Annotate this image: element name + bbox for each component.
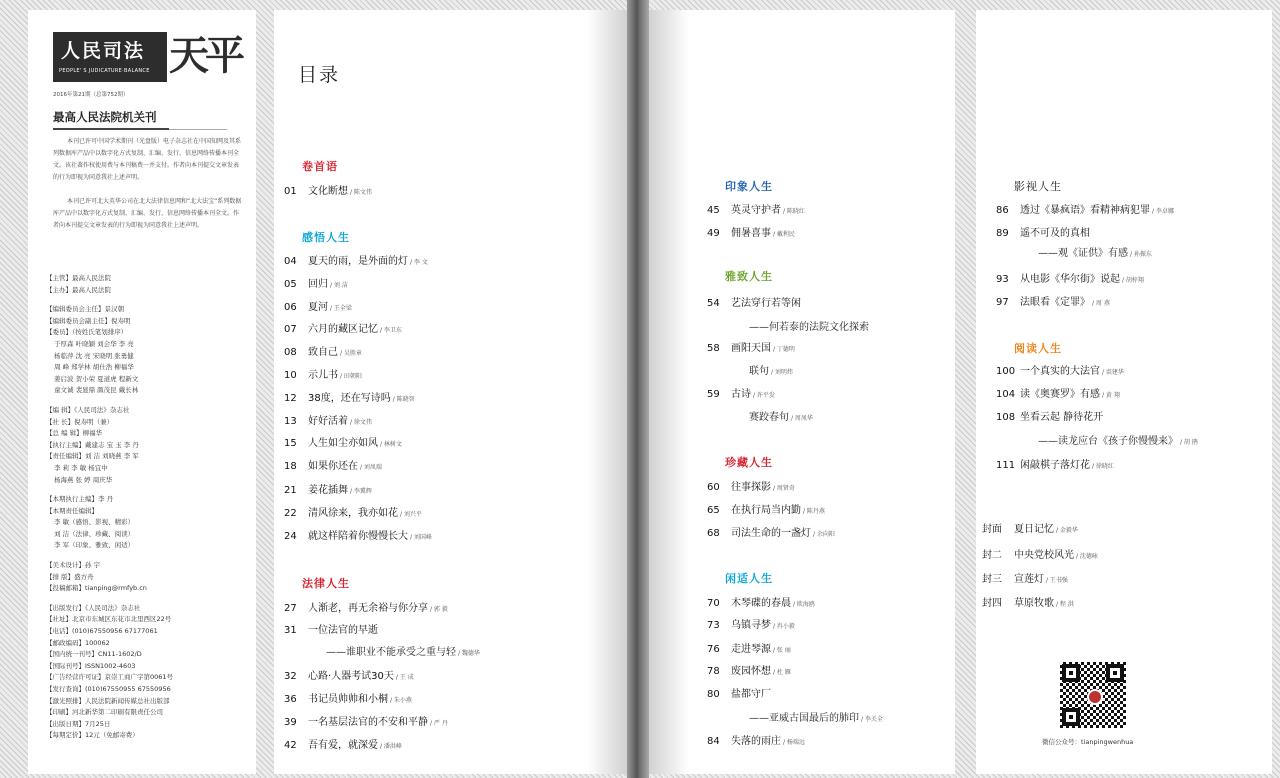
- toc-entry[interactable]: [707, 598, 815, 611]
- info-gap: [46, 552, 251, 560]
- article-title: ——亚威古国最后的肺印: [749, 713, 859, 724]
- info-line: 【国际刊号】ISSN1002-4603: [46, 661, 136, 670]
- toc-entry[interactable]: [707, 366, 793, 379]
- toc-entry[interactable]: [284, 186, 372, 199]
- info-line: 【国内统一刊号】CN11-1602/D: [46, 650, 142, 659]
- magazine-logo: [53, 32, 241, 82]
- info-line: 【美术设计】孙 宇: [46, 561, 101, 570]
- toc-entry[interactable]: [284, 461, 382, 474]
- toc-entry[interactable]: [284, 508, 422, 521]
- article-title: 画阳天国: [731, 343, 771, 354]
- article-title: 清风徐来，我亦如花: [308, 508, 398, 519]
- article-author: / 郭 毅: [430, 606, 448, 613]
- page-number: 78: [707, 666, 720, 677]
- info-line: 【发行查询】(010)67550955 67550956: [46, 685, 171, 693]
- toc-entry[interactable]: [707, 482, 795, 495]
- page-number: 39: [284, 717, 297, 728]
- qr-eye-top-left: [1062, 664, 1080, 682]
- article-title: ——读龙应台《孩子你慢慢来》: [1038, 436, 1178, 447]
- article-author: / 胡梓翔: [1122, 277, 1144, 284]
- page-number: 97: [996, 297, 1009, 308]
- page-number: 27: [284, 603, 297, 614]
- toc-page-middle: [649, 10, 955, 774]
- info-line: 【总 编 辑】柳福华: [46, 429, 103, 438]
- article-title: 法眼看《定罪》: [1020, 297, 1090, 308]
- info-line: 【委员】（按姓氏笔划排序）: [46, 328, 128, 337]
- article-title: 盐都守厂: [731, 689, 771, 700]
- page-number: 42: [284, 740, 297, 751]
- info-gap: [46, 296, 251, 304]
- toc-entry[interactable]: [284, 694, 412, 707]
- page-number: 93: [996, 274, 1009, 285]
- article-author: / 冉小毅: [773, 623, 795, 630]
- article-author: / 胡 鹃: [1180, 439, 1198, 446]
- article-title: 走进琴源: [731, 644, 771, 655]
- article-author: / 周 燕: [1092, 300, 1110, 307]
- page-number: 04: [284, 256, 297, 267]
- article-author: / 刘 洁: [330, 282, 348, 289]
- info-line: 刘 洁（法律、珍藏、阅读）: [54, 529, 135, 538]
- toc-entry[interactable]: [284, 671, 414, 684]
- article-title: 司法生命的一盏灯: [731, 528, 811, 539]
- article-title: 就这样陪着你慢慢长大: [308, 531, 408, 542]
- info-line: 【本期责任编辑】: [46, 506, 98, 515]
- toc-entry[interactable]: [982, 524, 1078, 537]
- article-author: / 王 成: [395, 674, 414, 681]
- article-title: 书记员帅帅和小桐: [308, 694, 388, 705]
- info-line: 【编辑委员会主任】景汉朝: [46, 305, 124, 314]
- article-title: 六月的藏区记忆: [308, 324, 378, 335]
- toc-entry[interactable]: [707, 644, 791, 657]
- article-author: / 孙振东: [1130, 251, 1152, 258]
- article-author: / 许平发: [753, 392, 775, 399]
- article-title: 一位法官的早逝: [308, 625, 378, 636]
- article-title: 遥不可及的真相: [1020, 228, 1090, 239]
- article-author: / 沈德咏: [1076, 553, 1098, 560]
- page-number: 08: [284, 347, 297, 358]
- article-author: / 王全梁: [330, 305, 352, 312]
- article-title: 木琴碟的春晨: [731, 598, 791, 609]
- article-title: 文化断想: [308, 186, 348, 197]
- article-title: 中央党校风光: [1014, 550, 1074, 561]
- info-line: 【本期执行主编】李 丹: [46, 495, 114, 504]
- page-number: 49: [707, 228, 720, 239]
- info-line: 【执行主编】戴建志 宝 玉 李 丹: [46, 440, 139, 449]
- logo-box: [53, 32, 167, 82]
- article-author: / 刘明炜: [771, 369, 793, 376]
- section-heading: 卷首语: [302, 160, 338, 173]
- article-author: / 杨瑞远: [783, 739, 805, 746]
- article-title: 好好活着: [308, 416, 348, 427]
- toc-entry[interactable]: [707, 228, 795, 241]
- page-number: 80: [707, 689, 720, 700]
- page-number: 60: [707, 482, 720, 493]
- page-number: 10: [284, 370, 297, 381]
- toc-entry[interactable]: [284, 393, 415, 406]
- toc-entry[interactable]: [707, 528, 835, 541]
- section-heading: 感悟人生: [302, 231, 350, 244]
- masthead-page: [28, 10, 256, 774]
- toc-entry[interactable]: [996, 366, 1124, 379]
- info-line: 【主管】最高人民法院: [46, 274, 111, 282]
- article-author: / 徐晓红: [1092, 463, 1114, 470]
- article-title: 失落的雨庄: [731, 736, 781, 747]
- copyright-notice-1: 本刊已许可中国学术期刊（光盘版）电子杂志社在中国知网及其系列数据库产品中以数字化方式复制、汇编、发行、信息网络传播本刊全文。该社著作权使用费与本刊稿费一并支付。作者向本刊提交文章发表的行为即视为同意我社上述声明。: [53, 138, 242, 181]
- toc-entry[interactable]: [996, 274, 1144, 287]
- article-title: 草原牧歌: [1014, 598, 1054, 609]
- info-line: 杨临萍 沈 亮 宋晓明 张勇健: [54, 351, 134, 360]
- article-title: 赛跤春旬: [749, 412, 789, 423]
- article-author: / 田朝阳: [340, 373, 362, 380]
- info-line: 【邮政编码】100062: [46, 638, 110, 647]
- toc-entry[interactable]: [707, 205, 805, 218]
- toc-page-right: [976, 10, 1272, 774]
- article-author: / 刘国峰: [410, 534, 432, 541]
- article-title: 在执行局当内勤: [731, 505, 801, 516]
- page-number: 06: [284, 302, 297, 313]
- article-title: 致自己: [308, 347, 338, 358]
- section-heading: 阅读人生: [1014, 342, 1062, 355]
- toc-entry[interactable]: [284, 438, 402, 451]
- qr-code: [1058, 660, 1128, 730]
- section-heading: 珍藏人生: [725, 456, 773, 469]
- article-title: 吾有爱，就深爱: [308, 740, 378, 751]
- toc-entry[interactable]: [707, 620, 795, 633]
- page-number: 70: [707, 598, 720, 609]
- article-author: / 李 文: [410, 259, 428, 266]
- info-line: 【编辑委员会副主任】倪寿明: [46, 316, 131, 325]
- page-number: 07: [284, 324, 297, 335]
- section-heading: 闲适人生: [725, 572, 773, 585]
- article-title: 姜花插舞: [308, 485, 348, 496]
- article-author: / 陈文伟: [350, 189, 372, 196]
- article-title: 废园怀想: [731, 666, 771, 677]
- article-author: / 陈晓红: [783, 208, 805, 215]
- issue-number: 2016年第21期（总第752期）: [53, 92, 129, 98]
- info-line: 【责任编辑】刘 洁 刘晓燕 李 军: [46, 452, 139, 461]
- publication-info: [46, 273, 251, 742]
- section-heading: 法律人生: [302, 577, 350, 590]
- article-author: / 刘凤瑞: [360, 464, 382, 471]
- toc-entry[interactable]: [284, 740, 402, 753]
- page-number: 108: [996, 412, 1016, 423]
- page-number: 05: [284, 279, 297, 290]
- toc-entry[interactable]: [284, 647, 480, 660]
- article-author: / 潘洪峰: [380, 743, 402, 750]
- toc-entry[interactable]: [996, 205, 1174, 218]
- section-heading: 印象人生: [725, 180, 773, 193]
- article-title: ——观《证供》有感: [1038, 248, 1128, 259]
- section-heading: 雅致人生: [725, 270, 773, 283]
- article-title: 古诗: [731, 389, 751, 400]
- article-title: 读《奥赛罗》有感: [1020, 389, 1100, 400]
- article-author: / 周贤奇: [773, 485, 795, 492]
- article-title: 英灵守护者: [731, 205, 781, 216]
- toc-entry[interactable]: [996, 248, 1152, 261]
- toc-entry[interactable]: [284, 416, 372, 429]
- page-number: 65: [707, 505, 720, 516]
- article-title: 夏日记忆: [1014, 524, 1054, 535]
- toc-entry[interactable]: [284, 324, 402, 337]
- article-title: 艺法穿行若等闲: [731, 298, 801, 309]
- toc-entry[interactable]: [284, 370, 362, 383]
- toc-entry[interactable]: [284, 485, 372, 498]
- info-line: 【电话】(010)67550956 67177061: [46, 627, 158, 636]
- info-line: 【广告经营许可证】京崇工商广字第0061号: [46, 673, 174, 682]
- page-number: 89: [996, 228, 1009, 239]
- page-number: 36: [284, 694, 297, 705]
- toc-entry[interactable]: [284, 625, 378, 637]
- toc-entry[interactable]: [996, 228, 1090, 240]
- article-author: / 刘兴平: [400, 511, 422, 518]
- info-line: 李 敏（感悟、影视、精彩）: [54, 518, 135, 527]
- qr-eye-top-right: [1106, 664, 1124, 682]
- info-line: 【排 版】盛方舟: [46, 572, 94, 581]
- page-number: 100: [996, 366, 1016, 377]
- info-line: 【每期定价】12元（免邮寄费）: [46, 731, 139, 740]
- article-author: / 吴胜章: [340, 350, 362, 357]
- copyright-notice-2: 本刊已许可北大英华公司在北大法律信息网和“北大法宝”系列数据库产品中以数字化方式复制、汇编、发行、信息网络传播本刊全文。作者向本刊提交文章发表的行为即视为同意我社上述声明。: [53, 198, 242, 229]
- toc-entry[interactable]: [707, 689, 771, 701]
- article-title: 心路·人器考试30天: [308, 671, 394, 682]
- title-rule: [53, 128, 169, 130]
- page-number: 54: [707, 298, 720, 309]
- toc-entry[interactable]: [996, 297, 1110, 310]
- info-line: 于厚森 叶晓颖 刘会华 李 亮: [54, 339, 134, 348]
- page-number: 13: [284, 416, 297, 427]
- info-line: 【投稿邮箱】tianping@rmfyb.cn: [46, 584, 147, 593]
- article-title: 如果你还在: [308, 461, 358, 472]
- toc-entry[interactable]: [284, 531, 432, 544]
- toc-entry[interactable]: [982, 574, 1068, 587]
- page-number: 31: [284, 625, 297, 636]
- article-title: 宣莲灯: [1014, 574, 1044, 585]
- toc-title: 目录: [298, 64, 341, 86]
- organ-title: 最高人民法院机关刊: [53, 110, 157, 124]
- article-author: / 林树文: [380, 441, 402, 448]
- page-number: 01: [284, 186, 297, 197]
- toc-entry[interactable]: [996, 412, 1103, 424]
- info-line: 【印刷】河北新华第二印刷有限责任公司: [46, 708, 163, 717]
- page-number: 58: [707, 343, 720, 354]
- toc-entry[interactable]: [996, 389, 1120, 402]
- toc-entry[interactable]: [707, 666, 791, 679]
- article-title: 人渐老，再无余裕与你分享: [308, 603, 428, 614]
- article-author: / 李关全: [861, 716, 883, 723]
- article-author: / 李卫东: [380, 327, 402, 334]
- page-number: 22: [284, 508, 297, 519]
- info-line: 【社 长】倪寿明（兼）: [46, 417, 114, 426]
- article-title: ——何若泰的法院文化探索: [749, 322, 869, 333]
- article-author: / 余向阳: [813, 531, 835, 538]
- info-line: 姜启波 贺小荣 夏道虎 程新文: [54, 374, 139, 383]
- toc-entry[interactable]: [982, 550, 1098, 563]
- info-line: 杨海燕 张 婷 周庆华: [54, 475, 113, 484]
- article-author: / 李冀辉: [350, 488, 372, 495]
- page-number: 86: [996, 205, 1009, 216]
- page-number: 封三: [982, 574, 1002, 585]
- article-author: / 程 洪: [1056, 601, 1074, 608]
- article-author: / 李卓娜: [1152, 208, 1174, 215]
- article-title: 透过《暴疯语》看精神病犯罪: [1020, 205, 1150, 216]
- article-author: / 张 丽: [773, 647, 791, 654]
- toc-entry[interactable]: [707, 505, 825, 518]
- article-author: / 周凤华: [791, 415, 813, 422]
- article-title: ——谁职业不能承受之重与轻: [326, 647, 456, 658]
- qr-center-logo: [1087, 689, 1103, 705]
- info-line: 【出版日期】7月25日: [46, 719, 111, 728]
- logo-tianping: 天平: [169, 32, 241, 79]
- logo-english: PEOPLE' S JUDICATURE·BALANCE: [59, 68, 150, 74]
- page-number: 45: [707, 205, 720, 216]
- page-number: 24: [284, 531, 297, 542]
- toc-entry[interactable]: [284, 256, 428, 269]
- info-line: 童文诚 裴显鼎 颜茂昆 戴长林: [54, 386, 139, 395]
- article-title: 人生如尘亦如风: [308, 438, 378, 449]
- wechat-caption: 微信公众号：tianpingwenhua: [1042, 738, 1134, 746]
- toc-entry[interactable]: [996, 460, 1114, 473]
- toc-entry[interactable]: [996, 436, 1198, 449]
- page-number: 76: [707, 644, 720, 655]
- page-number: 12: [284, 393, 297, 404]
- title-rule-thin: [169, 129, 227, 130]
- info-line: 周 峰 郑学林 胡仕浩 柳福华: [54, 363, 134, 372]
- page-number: 15: [284, 438, 297, 449]
- article-author: / 杜 雁: [773, 669, 791, 676]
- info-line: 【编 辑】《人民司法》杂志社: [46, 405, 130, 414]
- article-title: 乌镇寻梦: [731, 620, 771, 631]
- section-heading: 影视人生: [1014, 180, 1062, 193]
- toc-entry[interactable]: [284, 717, 448, 730]
- page-number: 104: [996, 389, 1016, 400]
- info-line: 李 军（印象、雅致、闲适）: [54, 541, 135, 550]
- article-title: 夏天的雨，是外面的灯: [308, 256, 408, 267]
- article-author: / 徐文伟: [350, 419, 372, 426]
- toc-entry[interactable]: [284, 302, 352, 315]
- article-author: / 朱小燕: [390, 697, 412, 704]
- info-line: 李 莉 李 敏 杨宜中: [54, 463, 108, 472]
- info-gap: [46, 595, 251, 603]
- article-author: / 裘建华: [1102, 369, 1124, 376]
- article-author: / 王书强: [1046, 577, 1068, 584]
- article-author: / 魏德华: [458, 650, 480, 657]
- info-line: 【社址】北京市东城区东花市北里西区22号: [46, 615, 172, 624]
- page-number: 73: [707, 620, 720, 631]
- article-title: 示儿书: [308, 370, 338, 381]
- page-number: 封二: [982, 550, 1002, 561]
- article-author: / 陈晓智: [392, 396, 415, 403]
- article-title: 从电影《华尔街》说起: [1020, 274, 1120, 285]
- info-line: 【主办】最高人民法院: [46, 285, 111, 294]
- toc-entry[interactable]: [982, 598, 1074, 611]
- toc-entry[interactable]: [707, 713, 883, 726]
- page-number: 18: [284, 461, 297, 472]
- info-gap: [46, 486, 251, 494]
- article-title: 往事探影: [731, 482, 771, 493]
- toc-entry[interactable]: [707, 389, 775, 402]
- toc-entry[interactable]: [284, 603, 448, 616]
- page-number: 封四: [982, 598, 1002, 609]
- toc-entry[interactable]: [284, 347, 362, 360]
- toc-page-left: [274, 10, 627, 774]
- article-author: / 欧海鸥: [793, 601, 815, 608]
- page-number: 21: [284, 485, 297, 496]
- article-author: / 陈丹燕: [803, 508, 825, 515]
- toc-entry[interactable]: [284, 279, 348, 292]
- article-title: 回归: [308, 279, 328, 290]
- article-author: / 严 丹: [430, 720, 448, 727]
- article-title: 坐看云起 静待花开: [1020, 412, 1104, 423]
- page-number: 84: [707, 736, 720, 747]
- article-title: 联句: [749, 366, 769, 377]
- article-author: / 金毅华: [1056, 527, 1078, 534]
- toc-entry[interactable]: [707, 298, 801, 310]
- article-author: / 戴利民: [773, 231, 795, 238]
- article-title: 一个真实的大法官: [1020, 366, 1100, 377]
- info-gap: [46, 397, 251, 405]
- info-line: 【出版发行】《人民司法》杂志社: [46, 603, 141, 612]
- article-author: / 黄 翔: [1102, 392, 1120, 399]
- logo-chinese: 人民司法: [61, 40, 146, 62]
- qr-eye-bottom-left: [1062, 708, 1080, 726]
- page-number: 111: [996, 460, 1016, 471]
- article-title: 38度，还在写诗吗: [308, 393, 391, 404]
- toc-entry[interactable]: [707, 322, 869, 334]
- info-line: 【激光照排】人民法院新闻传媒总社出版部: [46, 696, 170, 705]
- article-title: 夏河: [308, 302, 328, 313]
- page-number: 32: [284, 671, 297, 682]
- toc-entry[interactable]: [707, 736, 805, 749]
- page-number: 59: [707, 389, 720, 400]
- article-author: / 丁德明: [773, 346, 795, 353]
- page-number: 封面: [982, 524, 1002, 535]
- toc-entry[interactable]: [707, 343, 795, 356]
- page-number: 68: [707, 528, 720, 539]
- article-title: 闲敲棋子落灯花: [1020, 460, 1090, 471]
- article-title: 佣暑喜事: [731, 228, 771, 239]
- book-gutter: [627, 0, 649, 778]
- toc-entry[interactable]: [707, 412, 813, 425]
- article-title: 一名基层法官的不安和平静: [308, 717, 428, 728]
